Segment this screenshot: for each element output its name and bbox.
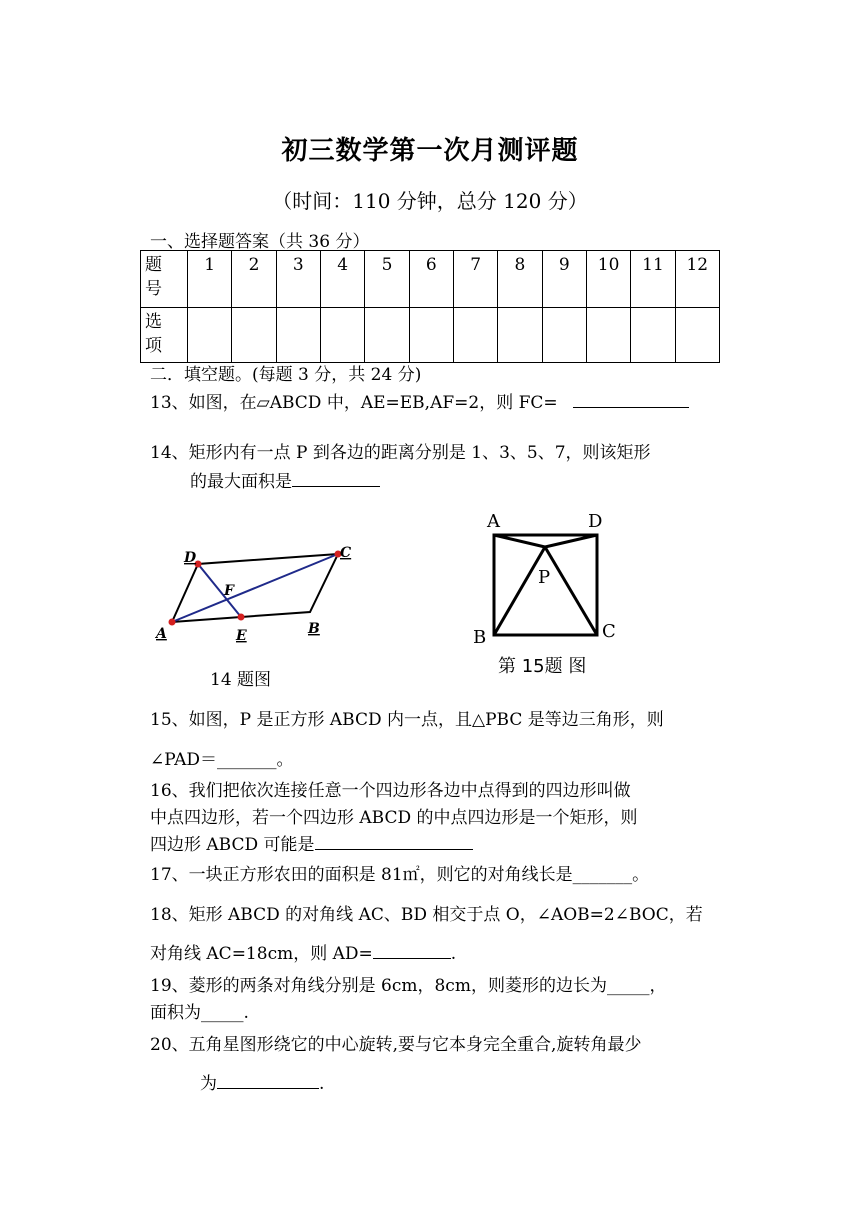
answer-cell[interactable] <box>542 308 586 363</box>
figure-14-caption: 14 题图 <box>210 670 272 690</box>
answer-cell[interactable] <box>498 308 542 363</box>
answer-table-number-row <box>141 251 720 308</box>
square-figure <box>468 508 628 648</box>
number-cell: 2 <box>232 251 276 308</box>
answer-cell[interactable] <box>276 308 320 363</box>
label-a: A <box>156 626 167 642</box>
number-cell: 1 <box>188 251 232 308</box>
number-cell: 11 <box>631 251 675 308</box>
label-d: D <box>184 550 197 566</box>
question-16-line3 <box>150 830 473 855</box>
parallelogram-figure <box>150 540 370 650</box>
point-a <box>169 619 176 626</box>
number-cell: 10 <box>586 251 630 308</box>
label-b: B <box>473 627 487 648</box>
figure-15-caption: 第 15题 图 <box>498 656 587 677</box>
row-header-choice: 选 项 <box>141 308 188 363</box>
label-d: D <box>588 511 603 532</box>
question-13 <box>150 388 689 413</box>
label-a: A <box>487 511 500 532</box>
question-16-text: 四边形 ABCD 可能是 <box>150 835 315 855</box>
question-16-blank[interactable] <box>315 833 473 850</box>
number-cell: 8 <box>498 251 542 308</box>
segment-pb <box>494 547 545 635</box>
question-16-line1: 16、我们把依次连接任意一个四边形各边中点得到的四边形叫做 <box>150 781 631 801</box>
label-c: C <box>340 545 352 561</box>
answer-table <box>140 250 720 363</box>
question-18-text: 对角线 AC=18cm，则 AD= <box>150 944 373 964</box>
question-14-line1: 14、矩形内有一点 P 到各边的距离分别是 1、3、5、7，则该矩形 <box>150 443 651 463</box>
page-subtitle: （时间：110 分钟，总分 120 分） <box>272 189 588 213</box>
segment-pd <box>545 535 597 547</box>
question-19-line1: 19、菱形的两条对角线分别是 6cm，8cm，则菱形的边长为_____， <box>150 976 667 996</box>
number-cell: 5 <box>365 251 409 308</box>
question-18-blank[interactable] <box>373 942 451 959</box>
row-header-number: 题 号 <box>141 251 188 308</box>
answer-cell[interactable] <box>631 308 675 363</box>
answer-table-choice-row <box>141 308 720 363</box>
question-15-line2: ∠PAD＝_______。 <box>150 750 294 770</box>
answer-cell[interactable] <box>409 308 453 363</box>
answer-cell[interactable] <box>188 308 232 363</box>
question-18-line1: 18、矩形 ABCD 的对角线 AC、BD 相交于点 O，∠AOB=2∠BOC，若 <box>150 905 703 925</box>
point-e <box>238 614 245 621</box>
question-20-line2: 为 . <box>200 1074 325 1094</box>
segment-pa <box>494 535 545 547</box>
question-14-line2 <box>190 467 380 492</box>
question-13-text: 13、如图，在▱ABCD 中，AE=EB,AF=2，则 FC= <box>150 393 558 413</box>
number-cell: 9 <box>542 251 586 308</box>
section2-heading: 二．填空题。(每题 3 分，共 24 分) <box>150 365 422 385</box>
number-cell: 4 <box>320 251 364 308</box>
section1-heading: 一、选择题答案（共 36 分） <box>150 232 370 252</box>
number-cell: 12 <box>675 251 719 308</box>
question-18-line2: 对角线 AC=18cm，则 AD= . <box>150 944 457 964</box>
label-p: P <box>538 567 551 588</box>
page-title: 初三数学第一次月测评题 <box>281 136 579 166</box>
number-cell: 6 <box>409 251 453 308</box>
label-b: B <box>308 621 320 637</box>
answer-cell[interactable] <box>586 308 630 363</box>
question-13-blank[interactable] <box>573 391 689 408</box>
answer-cell[interactable] <box>232 308 276 363</box>
question-19-line2: 面积为_____. <box>150 1003 249 1023</box>
label-c: C <box>602 621 616 642</box>
question-14-blank[interactable] <box>292 470 380 487</box>
segment-pc <box>545 547 597 635</box>
number-cell: 7 <box>453 251 497 308</box>
question-15-line1: 15、如图，P 是正方形 ABCD 内一点，且△PBC 是等边三角形，则 <box>150 710 664 730</box>
label-e: E <box>236 628 247 644</box>
answer-cell[interactable] <box>675 308 719 363</box>
question-17: 17、一块正方形农田的面积是 81㎡，则它的对角线长是_______。 <box>150 865 650 885</box>
answer-cell[interactable] <box>320 308 364 363</box>
question-16-line2: 中点四边形，若一个四边形 ABCD 的中点四边形是一个矩形，则 <box>150 808 638 828</box>
question-20-line1: 20、五角星图形绕它的中心旋转,要与它本身完全重合,旋转角最少 <box>150 1035 642 1055</box>
question-20-blank[interactable] <box>217 1072 319 1089</box>
answer-cell[interactable] <box>365 308 409 363</box>
number-cell: 3 <box>276 251 320 308</box>
question-14-text: 的最大面积是 <box>190 472 292 492</box>
label-f: F <box>224 583 234 599</box>
question-20-text: 为 <box>200 1074 217 1094</box>
answer-cell[interactable] <box>453 308 497 363</box>
